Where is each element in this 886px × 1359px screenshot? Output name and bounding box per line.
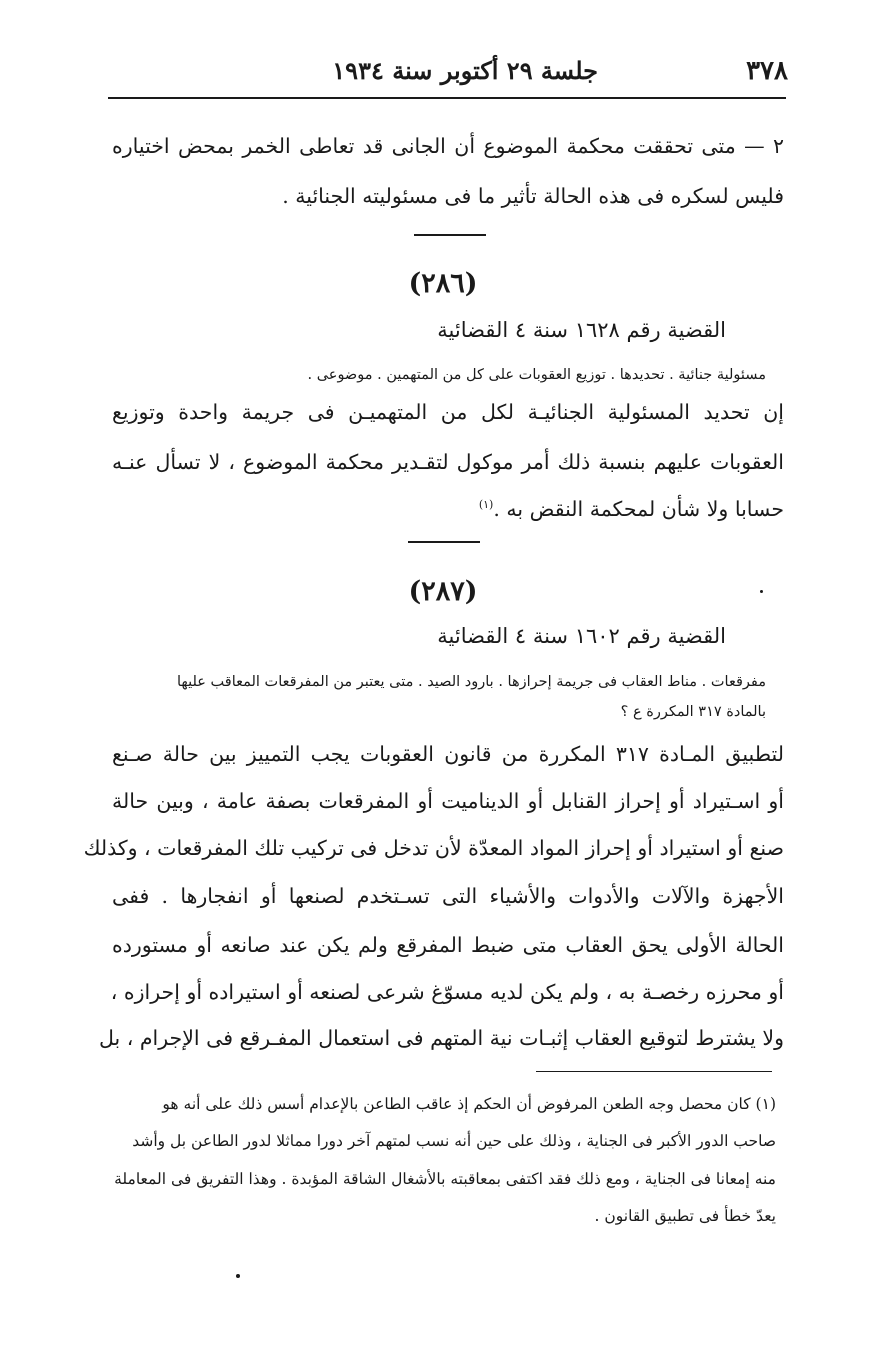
footnote-line-1: (١) كان محصل وجه الطعن المرفوض أن الحكم إذ عاقب الطاعن بالإعدام أسس ذلك على أنه هو	[162, 1095, 776, 1113]
ruling-286-number: (٢٨٦)	[408, 268, 478, 299]
ruling-286-case: القضية رقم ١٦٢٨ سنة ٤ القضائية	[437, 318, 726, 342]
ruling-287-number: (٢٨٧)	[408, 576, 478, 607]
running-header	[108, 52, 788, 96]
ruling-286-body-line-1: إن تحديد المسئولية الجنائيـة لكل من المتهميـن فى جريمة واحدة وتوزيع	[112, 400, 784, 424]
ruling-287-body-line-6: أو محرزه رخصـة به ، ولم يكن لديه مسوّغ شرعى لصنعه أو استيراده أو إحرازه ،	[110, 980, 784, 1004]
running-title: جلسة ٢٩ أكتوبر سنة ١٩٣٤	[332, 56, 598, 85]
footnote-reference: (١)	[478, 498, 494, 512]
section-divider	[408, 541, 480, 543]
intro-line-1: ٢ — متى تحققت محكمة الموضوع أن الجانى قد تعاطى الخمر بمحض اختياره	[112, 134, 784, 158]
ruling-287-body-line-5: الحالة الأولى يحق العقاب متى ضبط المفرقع ولم يكن عند صانعه أو مستورده	[112, 933, 784, 957]
page-number: ٣٧٨	[746, 56, 788, 86]
ruling-287-body-line-2: أو اسـتيراد أو إحراز القنابل أو الديناميت أو المفرقعات بصفة عامة ، وبين حالة	[112, 789, 784, 813]
footnote-rule	[536, 1071, 772, 1072]
ruling-287-body-line-7: ولا يشترط لتوقيع العقاب إثبـات نية المتهم فى استعمال المفـرقع فى الإجرام ، بل	[98, 1026, 784, 1050]
ruling-287-body-line-4: الأجهزة والآلات والأدوات والأشياء التى تسـتخدم لصنعها أو انفجارها . ففى	[112, 884, 784, 908]
footnote-line-2: صاحب الدور الأكبر فى الجناية ، وذلك على حين أنه نسب لمتهم آخر دورا مماثلا لدور الطاعن بل وأشد	[132, 1132, 776, 1150]
ruling-286-body-line-3	[112, 496, 784, 523]
ruling-287-case: القضية رقم ١٦٠٢ سنة ٤ القضائية	[437, 624, 726, 648]
section-divider	[414, 234, 486, 236]
print-speck	[236, 1274, 240, 1278]
header-rule	[108, 97, 786, 99]
ruling-287-body-line-3: صنع أو استيراد أو إحراز المواد المعدّة لأن تدخل فى تركيب تلك المفرقعات ، وكذلك	[83, 836, 784, 860]
ruling-286-body-line-3-text: حسابا ولا شأن لمحكمة النقض به .	[493, 497, 784, 521]
ruling-287-keywords-line-1: مفرقعات . مناط العقاب فى جريمة إحرازها . بارود الصيد . متى يعتبر من المفرقعات المعاقب عليها	[177, 674, 766, 690]
print-speck	[760, 590, 763, 593]
intro-line-2: فليس لسكره فى هذه الحالة تأثير ما فى مسئوليته الجنائية .	[282, 184, 784, 208]
ruling-287-keywords-line-2: بالمادة ٣١٧ المكررة ع ؟	[620, 704, 766, 720]
ruling-286-body-line-2: العقوبات عليهم بنسبة ذلك أمر موكول لتقـدير محكمة الموضوع ، لا تسأل عنـه	[112, 450, 784, 474]
ruling-286-keywords: مسئولية جنائية . تحديدها . توزيع العقوبات على كل من المتهمين . موضوعى .	[307, 367, 766, 383]
footnote-line-3: منه إمعانا فى الجناية ، ومع ذلك فقد اكتفى بمعاقبته بالأشغال الشاقة المؤبدة . وهذا التفريق فى المعاملة	[114, 1170, 776, 1188]
ruling-287-body-line-1: لتطبيق المـادة ٣١٧ المكررة من قانون العقوبات يجب التمييز بين حالة صـنع	[112, 742, 784, 766]
footnote-line-4: يعدّ خطأ فى تطبيق القانون .	[594, 1207, 776, 1225]
